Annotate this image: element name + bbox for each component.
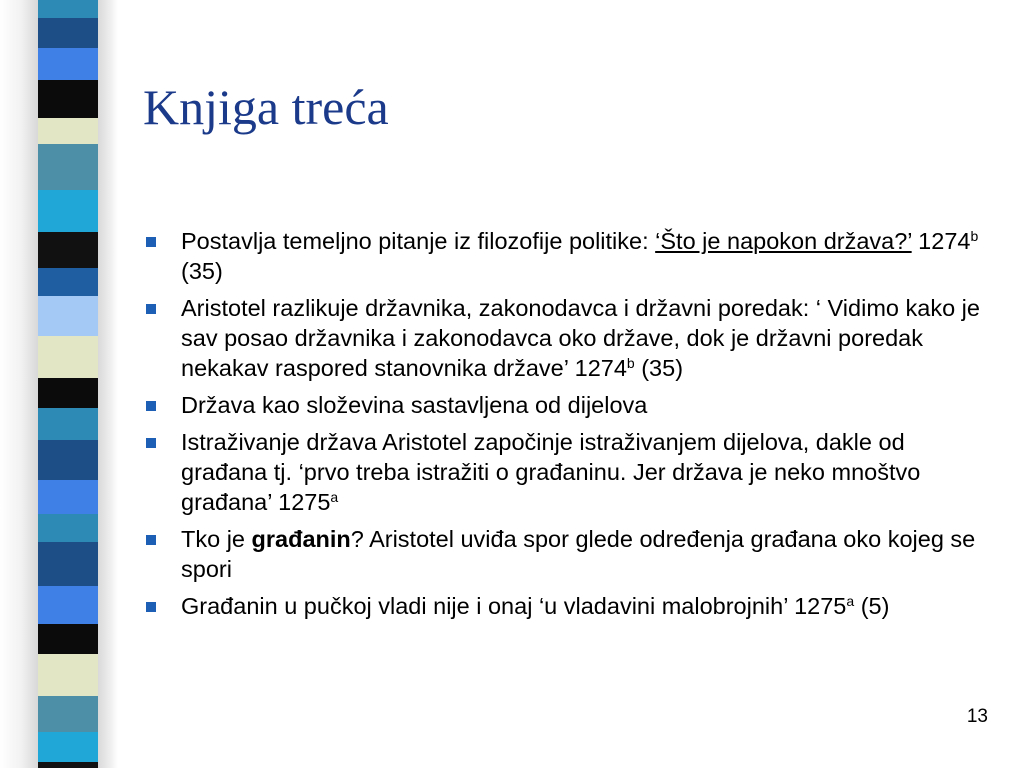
- stripe-block: [38, 732, 98, 762]
- square-bullet-icon: [146, 237, 156, 247]
- square-bullet-icon: [146, 535, 156, 545]
- reference-number: 1274: [911, 228, 971, 254]
- bullet-text: Tko je: [181, 526, 252, 552]
- bullet-item-3: [144, 390, 994, 420]
- decorative-stripe-bar: [0, 0, 118, 768]
- stripe-column: [38, 0, 98, 768]
- reference-line: (35): [181, 258, 223, 284]
- reference-line: (5): [854, 593, 890, 619]
- square-bullet-icon: [146, 304, 156, 314]
- reference-superscript: b: [970, 228, 979, 244]
- bullet-text: Postavlja temeljno pitanje iz filozofije politike:: [181, 228, 656, 254]
- bullet-item-5: [144, 524, 994, 584]
- bullet-list: [144, 226, 994, 628]
- stripe-block: [38, 408, 98, 440]
- bullet-item-6: [144, 591, 994, 621]
- stripe-block: [38, 268, 98, 296]
- stripe-block: [38, 48, 98, 80]
- bullet-item-1: [144, 226, 994, 286]
- stripe-block: [38, 190, 98, 232]
- reference-superscript: a: [846, 593, 855, 609]
- reference-line: (35): [634, 355, 684, 381]
- bullet-text-continued: ? Aristotel uviđa spor glede određenja građana oko kojeg se spori: [181, 526, 976, 582]
- bullet-text: Građanin u pučkoj vladi nije i onaj ‘u vladavini malobrojnih’ 1275: [181, 593, 847, 619]
- stripe-block: [38, 542, 98, 586]
- slide-title: Knjiga treća: [143, 79, 389, 135]
- bullet-text: Istraživanje država Aristotel započinje istraživanjem dijelova, dakle od građana tj. ‘prvo treba istražiti o građaninu. Jer država je neko mnoštvo građana’ 1275: [181, 429, 921, 515]
- stripe-block: [38, 696, 98, 732]
- stripe-block: [38, 654, 98, 696]
- stripe-block: [38, 480, 98, 514]
- underlined-quote: ‘Što je napokon država?’: [655, 228, 912, 254]
- stripe-block: [38, 378, 98, 408]
- stripe-block: [38, 624, 98, 654]
- stripe-block: [38, 336, 98, 378]
- bold-term: građanin: [251, 526, 351, 552]
- stripe-block: [38, 118, 98, 144]
- stripe-block: [38, 0, 98, 18]
- reference-superscript: b: [626, 355, 635, 371]
- stripe-block: [38, 514, 98, 542]
- stripe-block: [38, 296, 98, 336]
- stripe-block: [38, 762, 98, 768]
- stripe-block: [38, 18, 98, 48]
- page-number: 13: [966, 706, 988, 727]
- bullet-item-4: [144, 427, 994, 517]
- stripe-block: [38, 232, 98, 268]
- stripe-shadow: [0, 0, 38, 768]
- stripe-block: [38, 80, 98, 118]
- square-bullet-icon: [146, 602, 156, 612]
- bullet-text: Država kao složevina sastavljena od dijelova: [181, 392, 648, 418]
- bullet-item-2: [144, 293, 994, 383]
- reference-superscript: a: [330, 489, 339, 505]
- stripe-block: [38, 586, 98, 624]
- square-bullet-icon: [146, 438, 156, 448]
- square-bullet-icon: [146, 401, 156, 411]
- stripe-block: [38, 440, 98, 480]
- stripe-edge: [98, 0, 118, 768]
- bullet-text: Aristotel razlikuje državnika, zakonodavca i državni poredak: ‘ Vidimo kako je sav posao državnika i zakonodavca oko države, dok je državni poredak nekakav raspored stanovnika države’ 1274: [181, 295, 980, 381]
- stripe-block: [38, 144, 98, 190]
